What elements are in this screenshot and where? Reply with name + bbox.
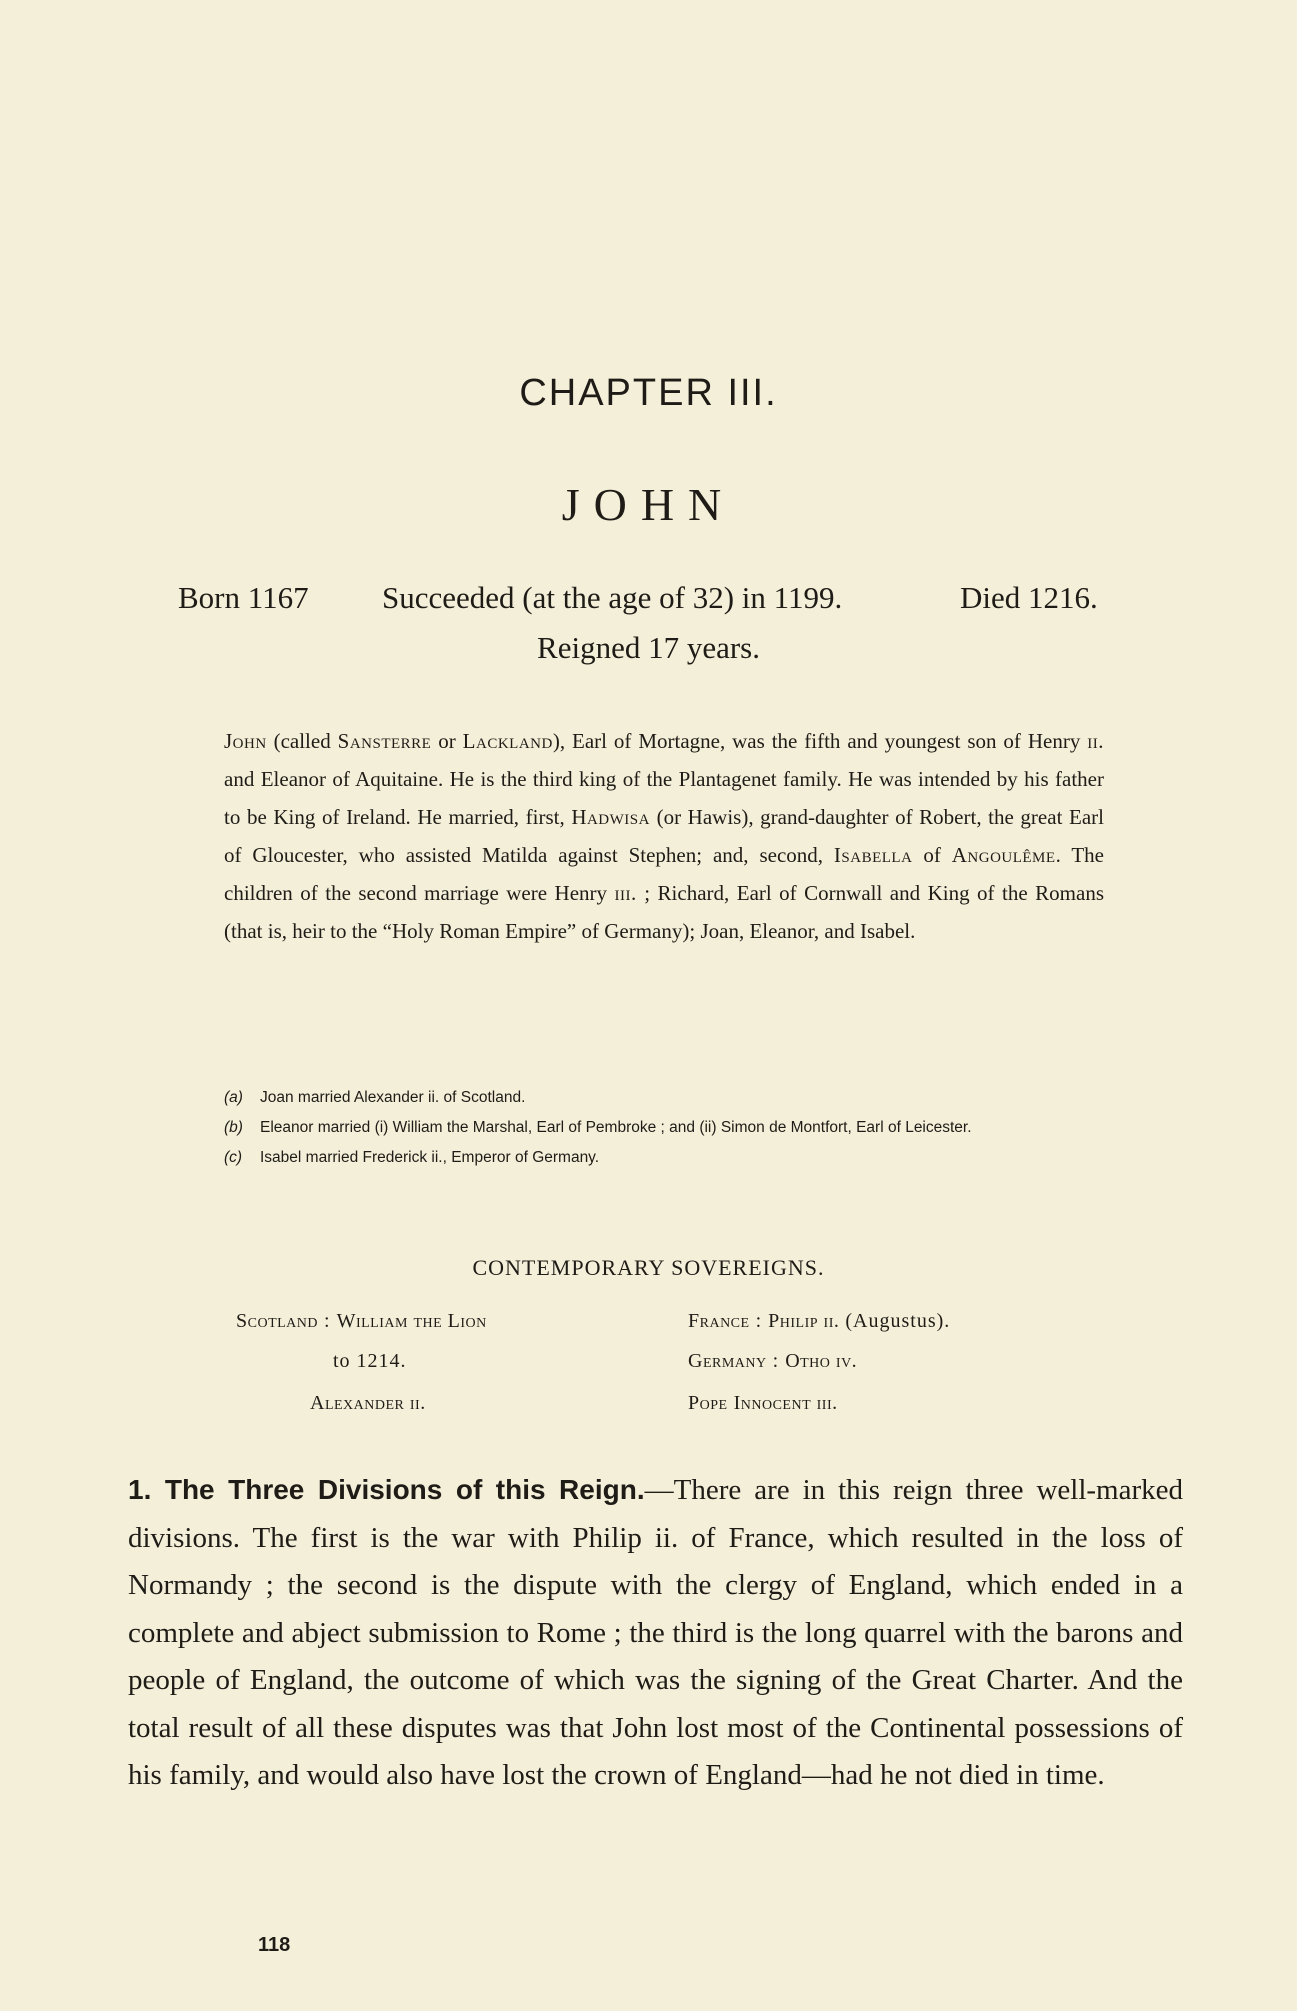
sovereign-pope: [688, 1392, 838, 1415]
note-text: Isabel married Frederick ii., Emperor of Germany.: [260, 1149, 600, 1166]
king-name: JOHN: [561, 479, 736, 530]
intro-text: ), Earl of Mortagne, was the fifth and youngest son of Henry: [552, 729, 1088, 753]
note-marker: (a): [224, 1089, 243, 1106]
intro-text: and Eleanor of Aquitaine. He is the third king of the Plantagenet family. He was intended by his father to be King of Ireland. He married, first,: [224, 767, 1104, 829]
note-item: [224, 1146, 1104, 1170]
sovereign-name: Innocent iii.: [733, 1392, 838, 1414]
sovereign-name: [310, 1392, 426, 1415]
sovereign-label: Germany: [688, 1350, 767, 1372]
sovereigns-heading: CONTEMPORARY SOVEREIGNS.: [472, 1255, 825, 1280]
chapter-heading: CHAPTER III.: [519, 372, 778, 414]
intro-text: ; Richard, Earl of Cornwall and King of the Romans (that is, heir to the “Holy Roman Empire” of Germany); Joan, Eleanor, and Isabel.: [224, 881, 1104, 943]
sovereign-name: Otho iv.: [785, 1350, 858, 1372]
intro-text: (called: [266, 729, 338, 753]
section-paragraph: [128, 1466, 1183, 1800]
intro-text: of: [912, 843, 952, 867]
place-angouleme: Angoulême: [951, 843, 1056, 867]
page-number: 118: [258, 1934, 291, 1956]
died-date: Died 1216.: [960, 580, 1098, 615]
intro-text: (or Hawis), grand-daughter of Robert, the great Earl of Gloucester, who assisted Matilda against Stephen; and, second,: [224, 805, 1104, 867]
note-text: Joan married Alexander ii. of Scotland.: [260, 1089, 526, 1106]
born-date: Born 1167: [178, 580, 309, 615]
section-body: —There are in this reign three well-marked divisions. The first is the war with Philip ii. of France, which resulted in the loss of Normandy ; the second is the dispute with the clergy of England, which ended in a complete and abject submission to Rome ; the third is the long quarrel with the barons and people of England, the outcome of which was the signing of the Great Charter. And the total result of all these disputes was that John lost most of the Continental possessions of his family, and would also have lost the crown of England—had he not died in time.: [128, 1474, 1183, 1791]
sovereign-label: France: [688, 1310, 750, 1332]
note-text: Eleanor married (i) William the Marshal, Earl of Pembroke ; and (ii) Simon de Montfort, Earl of Leicester.: [260, 1119, 972, 1136]
sovereign-scotland: Scotland : William the Lion: [236, 1310, 487, 1332]
sovereign-germany: Germany : Otho iv.: [688, 1350, 858, 1372]
children-notes: [224, 1086, 1104, 1176]
sovereign-note: (Augustus).: [845, 1310, 951, 1332]
regnal-number: ii.: [1087, 729, 1104, 753]
note-item: [224, 1086, 1104, 1110]
sovereign-france: France : Philip ii. (Augustus).: [688, 1310, 951, 1332]
sovereign-label: Pope: [688, 1392, 728, 1414]
reign-length: Reigned 17 years.: [537, 630, 760, 665]
sovereign-label: Scotland: [236, 1310, 319, 1332]
alias-sansterre: Sansterre: [337, 729, 432, 753]
intro-name: John: [224, 729, 267, 753]
wife-isabella: Isabella: [833, 843, 913, 867]
intro-paragraph: [224, 722, 1104, 950]
sovereign-name: Philip ii.: [768, 1310, 840, 1332]
note-marker: (b): [224, 1119, 243, 1136]
intro-text: or: [431, 729, 463, 753]
sovereign-scotland-until: to 1214.: [333, 1350, 407, 1372]
note-item: [224, 1116, 1104, 1140]
sovereign-name: William the Lion: [336, 1310, 487, 1332]
alias-lackland: Lackland: [462, 729, 553, 753]
regnal-number: iii.: [614, 881, 637, 905]
note-marker: (c): [224, 1149, 243, 1166]
intro-text: . The children of the second marriage were Henry: [224, 843, 1104, 905]
section-title: 1. The Three Divisions of this Reign.: [128, 1474, 645, 1505]
succeeded-date: Succeeded (at the age of 32) in 1199.: [382, 580, 843, 615]
sovereign-name-text: Alexander ii.: [310, 1392, 426, 1414]
wife-hadwisa: Hadwisa: [571, 805, 650, 829]
